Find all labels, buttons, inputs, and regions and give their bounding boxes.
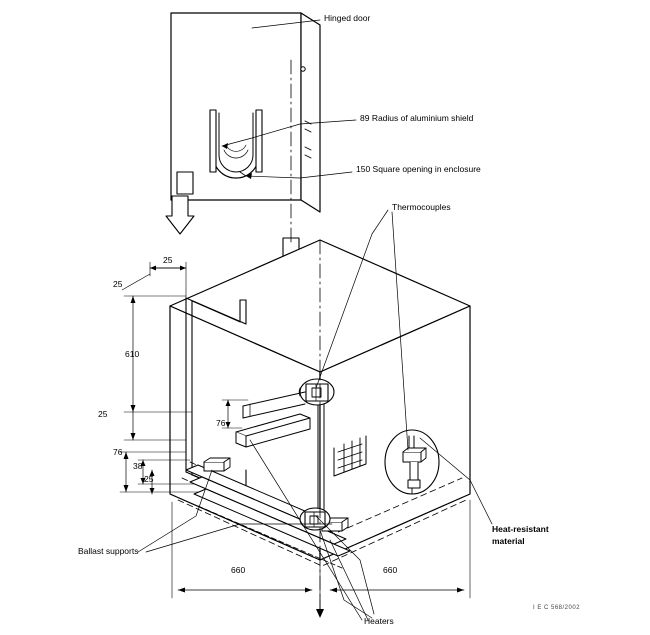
dim-660-right: 660 <box>383 565 398 575</box>
dim-76-inner: 76 <box>216 418 226 428</box>
label-square-opening: 150 Square opening in enclosure <box>356 164 481 174</box>
label-hinged-door: Hinged door <box>324 13 371 23</box>
label-heat-resistant-material-line1: Heat-resistant <box>492 524 549 534</box>
label-radius-shield: 89 Radius of aluminium shield <box>360 113 474 123</box>
dim-25-bottom: 25 <box>144 474 154 484</box>
dim-25-left: 25 <box>113 279 123 289</box>
thermocouple-detail <box>385 430 439 494</box>
label-heaters: Heaters <box>364 616 394 626</box>
label-iec-code: I E C 568/2002 <box>533 605 581 611</box>
dim-25-lower: 25 <box>98 409 108 419</box>
label-ballast-supports: Ballast supports <box>78 546 139 556</box>
dim-76-left: 76 <box>113 447 123 457</box>
dim-610: 610 <box>125 349 140 359</box>
label-thermocouples: Thermocouples <box>392 202 451 212</box>
label-heat-resistant-material-line2: material <box>492 536 525 546</box>
dim-25-top: 25 <box>163 255 173 265</box>
dim-38: 38 <box>133 461 143 471</box>
assembly-arrow-left <box>166 196 194 234</box>
small-panel <box>177 172 193 194</box>
dim-660-left: 660 <box>231 565 246 575</box>
